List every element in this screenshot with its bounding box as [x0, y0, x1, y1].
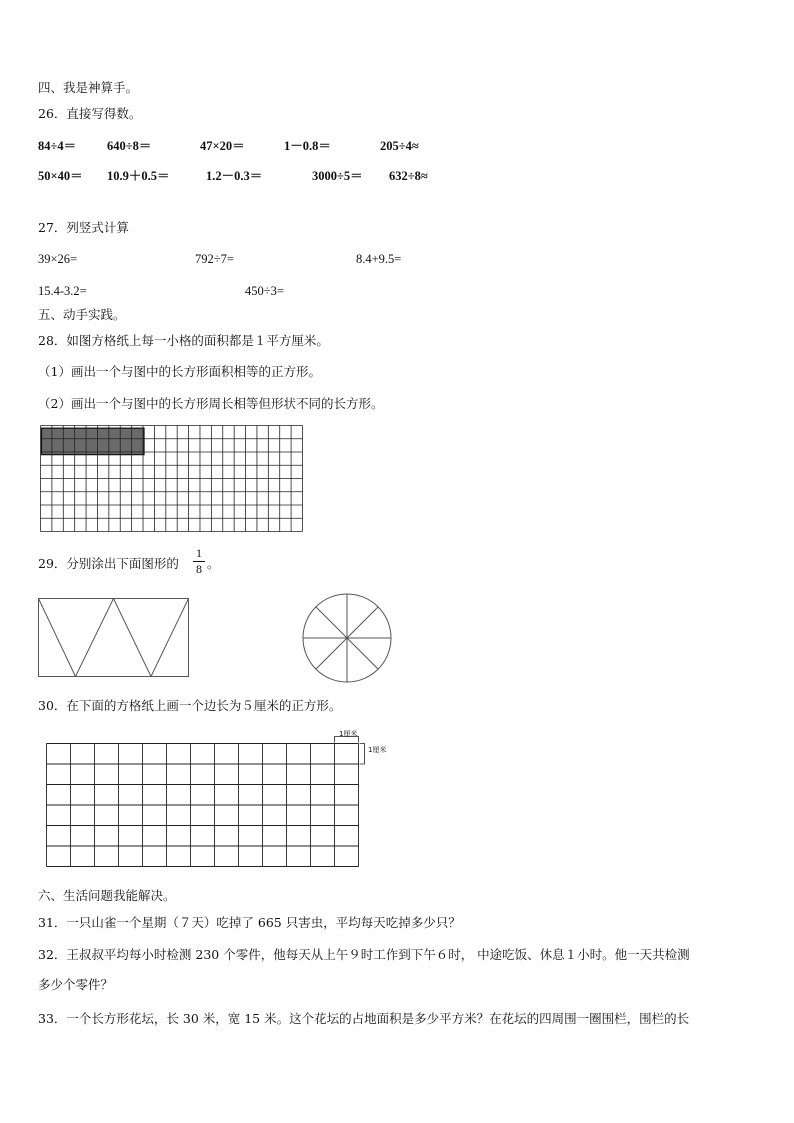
sector-line: [347, 607, 378, 638]
fraction-numerator: 1: [196, 546, 202, 560]
calc-item: 1.2－0.3＝: [206, 169, 263, 183]
calc-item: 640÷8＝: [107, 139, 152, 153]
q27-title: 27．列竖式计算: [38, 220, 129, 235]
q32-text-line1: 32．王叔叔平均每小时检测 230 个零件，他每天从上午９时工作到下午６时， 中途吃饭、休息１小时。他一天共检测: [38, 947, 690, 962]
q28-part1: （1）画出一个与图中的长方形面积相等的正方形。: [38, 364, 321, 379]
fraction-denominator: 8: [196, 562, 202, 576]
sector-line: [316, 607, 347, 638]
shaded-rectangle: [42, 428, 145, 455]
vertical-calc-item: 8.4+9.5=: [356, 252, 402, 266]
calc-item: 3000÷5＝: [312, 169, 363, 183]
q32-text-line2: 多少个零件？: [38, 977, 114, 992]
q33-text: 33．一个长方形花坛，长 30 米，宽 15 米。这个花坛的占地面积是多少平方米？在花坛的四周围一圈围栏，围栏的长: [38, 1011, 690, 1026]
calc-item: 84÷4＝: [38, 139, 77, 153]
q29-suffix: 。: [207, 556, 220, 571]
vertical-calc-item: 792÷7=: [195, 252, 234, 266]
vertical-calc-item: 39×26=: [38, 252, 78, 266]
unit-label-vertical: 1厘米: [368, 746, 387, 754]
calc-item: 10.9＋0.5＝: [107, 169, 170, 183]
sector-line: [316, 638, 347, 669]
calc-item: 47×20＝: [200, 139, 245, 153]
section4-heading: 四、我是神算手。: [38, 80, 139, 95]
unit-label-horizontal: 1厘米: [339, 730, 358, 738]
fraction-one-eighth: [193, 547, 205, 576]
circle-eight-sectors[interactable]: [301, 592, 393, 684]
q30-title: 30．在下面的方格纸上画一个边长为５厘米的正方形。: [38, 698, 342, 713]
q31-text: 31．一只山雀一个星期（７天）吃掉了 665 只害虫，平均每天吃掉多少只？: [38, 915, 461, 930]
grid-paper-q30[interactable]: [46, 731, 386, 876]
calc-item: 50×40＝: [38, 169, 83, 183]
q26-title: 26．直接写得数。: [38, 106, 142, 121]
section6-heading: 六、生活问题我能解决。: [38, 888, 176, 903]
calc-item: 1－0.8＝: [284, 139, 331, 153]
unit-bracket-vertical: [360, 744, 365, 765]
section5-heading: 五、动手实践。: [38, 307, 126, 322]
calc-item: 632÷8≈: [389, 169, 428, 183]
triangles-rectangle[interactable]: [38, 598, 190, 678]
q29-prefix: 29．分别涂出下面图形的: [38, 556, 179, 571]
calc-item: 205÷4≈: [380, 139, 419, 153]
vertical-calc-item: 450÷3=: [245, 284, 284, 298]
sector-line: [347, 638, 378, 669]
vertical-calc-item: 15.4-3.2=: [38, 284, 87, 298]
q28-part2: （2）画出一个与图中的长方形周长相等但形状不同的长方形。: [38, 396, 384, 411]
grid-paper-q28[interactable]: [40, 425, 304, 533]
q28-title: 28．如图方格纸上每一小格的面积都是１平方厘米。: [38, 333, 329, 348]
